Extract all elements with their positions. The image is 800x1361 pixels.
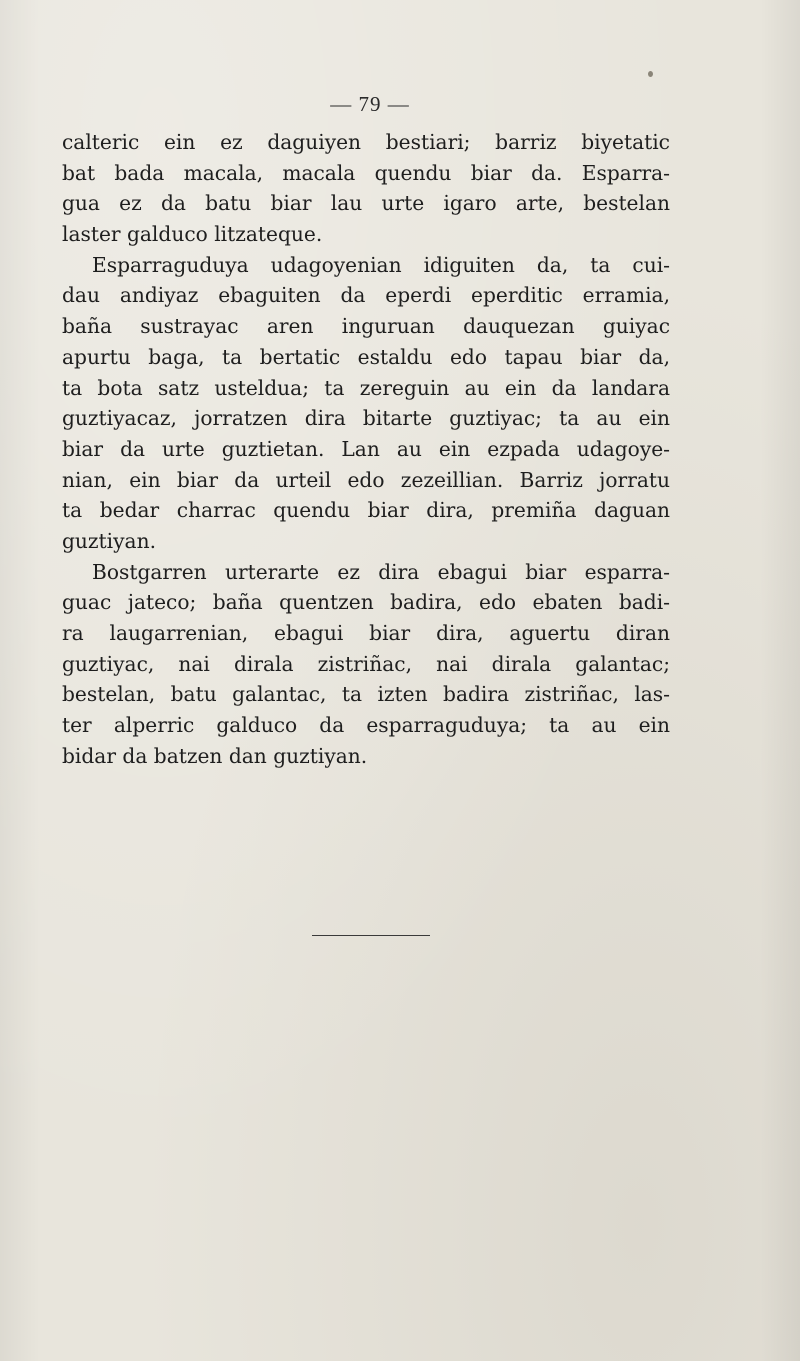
text-line: ta bota satz usteldua; ta zereguin au ein da landara	[62, 375, 670, 400]
text-line: bat bada macala, macala quendu biar da. Esparra-	[62, 160, 670, 185]
body-text	[62, 127, 670, 771]
paper-speck	[648, 71, 653, 77]
text-line: ra laugarrenian, ebagui biar dira, aguertu diran	[62, 621, 670, 645]
text-line: biar da urte guztietan. Lan au ein ezpada udagoye-	[62, 436, 670, 461]
text-line: guac jateco; baña quentzen badira, edo ebaten badi-	[62, 590, 670, 615]
text-line: guztiyac, nai dirala zistriñac, nai dirala galantac;	[62, 651, 670, 676]
text-line: ter alperric galduco da esparraguduya; ta au ein	[62, 713, 670, 738]
text-line: laster galduco litzateque.	[62, 222, 323, 247]
text-line: Esparraguduya udagoyenian idiguiten da, ta cui-	[92, 252, 670, 277]
text-line: ta bedar charrac quendu biar dira, premiña daguan	[62, 498, 670, 523]
text-line: guztiyacaz, jorratzen dira bitarte guztiyac; ta au ein	[62, 406, 670, 431]
text-line: guztiyan.	[62, 528, 156, 553]
text-line: Bostgarren urterarte ez dira ebagui biar esparra-	[92, 559, 670, 584]
text-line: gua ez da batu biar lau urte igaro arte, bestelan	[62, 191, 670, 216]
text-line: apurtu baga, ta bertatic estaldu edo tapau biar da,	[62, 344, 670, 369]
page-number: — 79 —	[330, 92, 410, 116]
text-line: dau andiyaz ebaguiten da eperdi eperditic erramia,	[62, 283, 670, 308]
text-line: nian, ein biar da urteil edo zezeillian. Barriz jorratu	[62, 467, 670, 492]
text-line: bidar da batzen dan guztiyan.	[62, 743, 368, 768]
text-line: baña sustrayac aren inguruan dauquezan guiyac	[62, 314, 670, 339]
text-line: bestelan, batu galantac, ta izten badira zistriñac, las-	[62, 682, 670, 707]
text-line: calteric ein ez daguiyen bestiari; barriz biyetatic	[62, 130, 670, 154]
section-divider-rule	[312, 935, 430, 936]
